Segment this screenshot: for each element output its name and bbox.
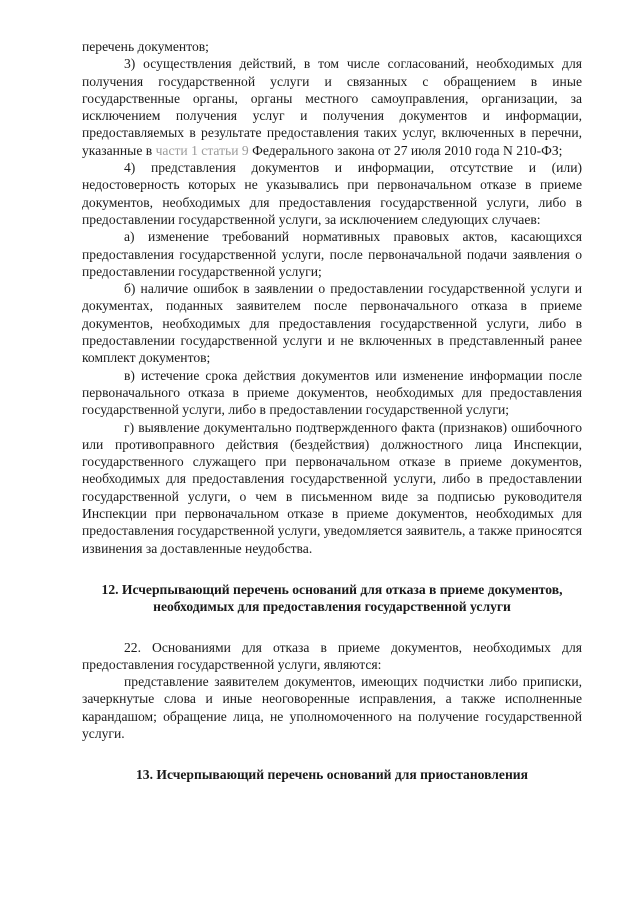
section-heading-12: 12. Исчерпывающий перечень оснований для отказа в приеме документов, необходимых для предоставления государственной услуги bbox=[101, 581, 563, 615]
paragraph-item-3 bbox=[82, 55, 582, 159]
paragraph-22: 22. Основаниями для отказа в приеме документов, необходимых для предоставления государственной услуги, являются: bbox=[82, 639, 582, 672]
paragraph-item-g: г) выявление документально подтвержденного факта (признаков) ошибочного или противоправного действия (бездействия) должностного лица Инспекции, государственного служащего при первоначальном отказе в приеме документов, необходимых для предоставления государственной услуги, либо в предоставлении государственной услуги, о чем в письменном виде за подписью руководителя Инспекции при первоначальном отказе в приеме документов, необходимых для предоставления государственной услуги, уведомляется заявитель, а также приносятся извинения за доставленные неудобства. bbox=[82, 419, 583, 556]
paragraph-item-v: в) истечение срока действия документов или изменение информации после первоначального отказа в приеме документов, необходимых для предоставления государственной услуги, либо в предоставлении государственной услуги; bbox=[82, 367, 582, 418]
document-page bbox=[82, 38, 582, 784]
spacer bbox=[82, 742, 582, 766]
paragraph-item-a: а) изменение требований нормативных правовых актов, касающихся предоставления государственной услуги, после первоначальной подачи заявления о предоставлении государственной услуги; bbox=[82, 229, 582, 279]
paragraph-continuation: перечень документов; bbox=[82, 39, 209, 54]
spacer bbox=[82, 557, 582, 581]
paragraph-22-grounds: представление заявителем документов, имеющих подчистки либо приписки, зачеркнутые слова и иные неоговоренные исправления, а также исполненные карандашом; обращение лица, не уполномоченного на получение государственной услуги. bbox=[82, 674, 582, 741]
paragraph-item-b: б) наличие ошибок в заявлении о предоставлении государственной услуги и документах, поданных заявителем после первоначального отказа в приеме документов, необходимых для предоставления государственной услуги, либо в предоставлении государственной услуги и не включенных в представленный ранее комплект документов; bbox=[82, 281, 582, 366]
faded-reference: части 1 статьи 9 bbox=[155, 142, 249, 158]
spacer bbox=[82, 616, 582, 639]
item-3-text-end: Федерального закона от 27 июля 2010 года N 210-ФЗ; bbox=[248, 142, 563, 158]
item-3-text: 3) осуществления действий, в том числе согласований, необходимых для получения государственной услуги и связанных с обращением в иные государственные органы, органы местного самоуправления, организации, за исключением получения услуг и получения документов и информации, предоставляемых в результате предоставления таких услуг, включенных в перечни, указанные в bbox=[82, 56, 582, 158]
section-heading-13: 13. Исчерпывающий перечень оснований для приостановления bbox=[136, 767, 528, 783]
paragraph-item-4: 4) представления документов и информации, отсутствие и (или) недостоверность которых не указывались при первоначальном отказе в приеме документов, необходимых для предоставления государственной услуги, либо в предоставлении государственной услуги, за исключением следующих случаев: bbox=[82, 160, 582, 227]
